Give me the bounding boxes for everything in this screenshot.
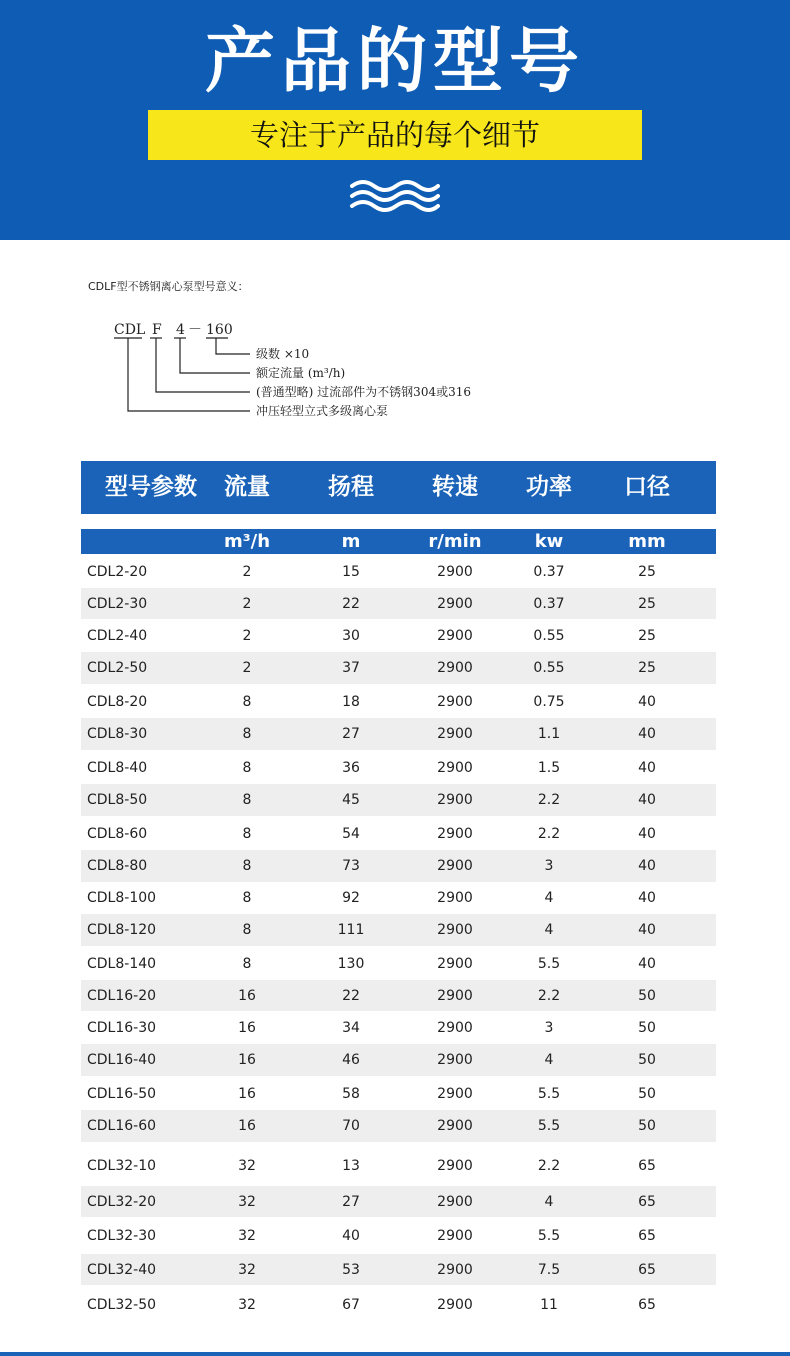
banner-title: 产品的型号 xyxy=(205,20,585,102)
cell-diameter: 40 xyxy=(638,858,656,874)
cell-power: 1.5 xyxy=(537,759,561,776)
cell-speed: 2900 xyxy=(437,1158,473,1174)
cell-model: CDL8-80 xyxy=(87,858,148,874)
cell-speed: 2900 xyxy=(437,987,473,1004)
table-row xyxy=(81,948,716,979)
cell-diameter: 40 xyxy=(638,726,656,742)
explanation-flow: 额定流量 (m³/h) xyxy=(256,366,346,380)
cell-power: 0.55 xyxy=(533,660,565,676)
cell-head: 18 xyxy=(342,693,360,710)
cell-power: 3 xyxy=(544,858,554,874)
cell-speed: 2900 xyxy=(437,693,473,710)
table-header xyxy=(81,461,716,514)
cell-model: CDL16-50 xyxy=(87,1085,157,1102)
cell-diameter: 50 xyxy=(638,1118,656,1134)
explanation-material: (普通型略) 过流部件为不锈钢304或316 xyxy=(256,385,471,399)
unit-diameter: mm xyxy=(628,531,666,552)
cell-power: 7.5 xyxy=(537,1261,561,1278)
cell-head: 22 xyxy=(342,987,360,1004)
cell-flow: 8 xyxy=(242,889,252,906)
cell-speed: 2900 xyxy=(437,660,473,676)
table-row xyxy=(81,784,716,816)
code-part-material: F xyxy=(152,322,162,338)
cell-speed: 2900 xyxy=(437,1085,473,1102)
cell-model: CDL8-100 xyxy=(87,889,157,906)
cell-power: 4 xyxy=(544,889,554,906)
cell-power: 2.2 xyxy=(537,987,561,1004)
table-row xyxy=(81,1110,716,1142)
cell-flow: 16 xyxy=(238,1019,256,1036)
cell-model: CDL2-50 xyxy=(87,660,148,676)
cell-diameter: 65 xyxy=(638,1158,656,1174)
code-part-flow: 4 xyxy=(176,322,185,338)
code-part-series: CDL xyxy=(114,322,146,338)
cell-diameter: 50 xyxy=(638,1085,656,1102)
table-row xyxy=(81,1254,716,1285)
cell-flow: 8 xyxy=(242,792,252,808)
cell-head: 58 xyxy=(342,1085,360,1102)
cell-speed: 2900 xyxy=(437,792,473,808)
top-banner xyxy=(0,0,790,240)
cell-speed: 2900 xyxy=(437,922,473,938)
cell-model: CDL8-140 xyxy=(87,955,157,972)
cell-head: 30 xyxy=(342,628,360,644)
table-row xyxy=(81,686,716,717)
cell-head: 53 xyxy=(342,1261,360,1278)
table-row xyxy=(81,1186,716,1217)
cell-head: 27 xyxy=(342,726,360,742)
cell-diameter: 40 xyxy=(638,922,656,938)
cell-flow: 8 xyxy=(242,858,252,874)
cell-model: CDL2-20 xyxy=(87,563,148,580)
cell-diameter: 25 xyxy=(638,628,656,644)
cell-model: CDL32-10 xyxy=(87,1158,157,1174)
cell-diameter: 25 xyxy=(638,660,656,676)
cell-diameter: 50 xyxy=(638,987,656,1004)
cell-flow: 32 xyxy=(238,1158,256,1174)
cell-power: 2.2 xyxy=(537,792,561,808)
code-part-stages: 160 xyxy=(206,322,233,338)
cell-diameter: 25 xyxy=(638,563,656,580)
cell-power: 2.2 xyxy=(537,825,561,842)
cell-speed: 2900 xyxy=(437,1052,473,1068)
cell-speed: 2900 xyxy=(437,1261,473,1278)
cell-head: 27 xyxy=(342,1193,360,1210)
unit-power: kw xyxy=(534,531,564,552)
cell-head: 13 xyxy=(342,1158,360,1174)
table-row xyxy=(81,718,716,750)
cell-diameter: 40 xyxy=(638,825,656,842)
cell-power: 0.55 xyxy=(533,628,565,644)
code-part-dash: － xyxy=(188,322,202,338)
table-row xyxy=(81,914,716,946)
header-head: 扬程 xyxy=(328,474,374,500)
table-units-row xyxy=(81,529,716,554)
cell-model: CDL32-30 xyxy=(87,1228,157,1244)
cell-model: CDL32-50 xyxy=(87,1297,157,1313)
cell-speed: 2900 xyxy=(437,1019,473,1036)
explanation-stages: 级数 ×10 xyxy=(256,347,310,361)
cell-diameter: 40 xyxy=(638,759,656,776)
table-row xyxy=(81,980,716,1011)
waves-icon xyxy=(348,178,442,214)
cell-head: 54 xyxy=(342,825,360,842)
table-row xyxy=(81,752,716,783)
model-designation-diagram xyxy=(110,318,550,428)
cell-flow: 8 xyxy=(242,825,252,842)
cell-flow: 32 xyxy=(238,1228,256,1244)
cell-speed: 2900 xyxy=(437,1193,473,1210)
cell-head: 15 xyxy=(342,563,360,580)
cell-speed: 2900 xyxy=(437,563,473,580)
cell-head: 73 xyxy=(342,858,360,874)
table-row xyxy=(81,818,716,849)
cell-model: CDL2-40 xyxy=(87,628,148,644)
cell-flow: 8 xyxy=(242,955,252,972)
header-diameter: 口径 xyxy=(624,474,670,500)
cell-flow: 8 xyxy=(242,693,252,710)
cell-diameter: 50 xyxy=(638,1019,656,1036)
cell-speed: 2900 xyxy=(437,858,473,874)
cell-diameter: 65 xyxy=(638,1193,656,1210)
cell-model: CDL8-40 xyxy=(87,759,148,776)
cell-head: 36 xyxy=(342,759,360,776)
cell-head: 46 xyxy=(342,1052,360,1068)
cell-flow: 32 xyxy=(238,1297,256,1313)
cell-power: 0.37 xyxy=(533,595,565,612)
cell-speed: 2900 xyxy=(437,955,473,972)
cell-head: 130 xyxy=(337,955,365,972)
table-row xyxy=(81,652,716,684)
table-row xyxy=(81,1220,716,1252)
cell-power: 5.5 xyxy=(537,1228,561,1244)
cell-diameter: 25 xyxy=(638,595,656,612)
cell-diameter: 65 xyxy=(638,1261,656,1278)
cell-power: 4 xyxy=(544,1193,554,1210)
cell-diameter: 50 xyxy=(638,1052,656,1068)
cell-power: 5.5 xyxy=(537,1118,561,1134)
header-speed: 转速 xyxy=(432,474,478,500)
cell-model: CDL16-20 xyxy=(87,987,157,1004)
cell-diameter: 65 xyxy=(638,1297,656,1313)
cell-diameter: 40 xyxy=(638,889,656,906)
cell-diameter: 65 xyxy=(638,1228,656,1244)
cell-flow: 16 xyxy=(238,1085,256,1102)
cell-speed: 2900 xyxy=(437,889,473,906)
cell-speed: 2900 xyxy=(437,1228,473,1244)
cell-diameter: 40 xyxy=(638,792,656,808)
cell-head: 111 xyxy=(337,922,365,938)
cell-power: 5.5 xyxy=(537,955,561,972)
cell-speed: 2900 xyxy=(437,1297,473,1313)
cell-head: 37 xyxy=(342,660,360,676)
header-flow: 流量 xyxy=(224,474,270,500)
cell-flow: 8 xyxy=(242,922,252,938)
cell-model: CDL16-60 xyxy=(87,1118,157,1134)
header-power: 功率 xyxy=(526,474,572,500)
cell-flow: 2 xyxy=(242,628,252,644)
cell-flow: 8 xyxy=(242,759,252,776)
designation-caption: CDLF型不锈钢离心泵型号意义： xyxy=(88,280,249,293)
cell-power: 4 xyxy=(544,922,554,938)
banner-subtitle: 专注于产品的每个细节 xyxy=(148,110,642,160)
cell-diameter: 40 xyxy=(638,955,656,972)
cell-head: 22 xyxy=(342,595,360,612)
cell-power: 0.37 xyxy=(533,563,565,580)
cell-model: CDL8-120 xyxy=(87,922,157,938)
cell-model: CDL8-60 xyxy=(87,825,148,842)
cell-power: 5.5 xyxy=(537,1085,561,1102)
cell-flow: 2 xyxy=(242,660,252,676)
cell-speed: 2900 xyxy=(437,595,473,612)
cell-diameter: 40 xyxy=(638,693,656,710)
cell-speed: 2900 xyxy=(437,1118,473,1134)
cell-power: 2.2 xyxy=(537,1158,561,1174)
bottom-divider xyxy=(0,1352,790,1356)
table-row xyxy=(81,1150,716,1182)
cell-power: 0.75 xyxy=(533,693,565,710)
cell-head: 40 xyxy=(342,1228,360,1244)
cell-speed: 2900 xyxy=(437,825,473,842)
cell-power: 1.1 xyxy=(537,726,561,742)
cell-model: CDL16-40 xyxy=(87,1052,157,1068)
unit-speed: r/min xyxy=(428,531,482,552)
cell-speed: 2900 xyxy=(437,628,473,644)
table-row xyxy=(81,1078,716,1109)
cell-model: CDL32-40 xyxy=(87,1261,157,1278)
cell-flow: 32 xyxy=(238,1261,256,1278)
table-row xyxy=(81,1044,716,1076)
cell-head: 70 xyxy=(342,1118,360,1134)
cell-model: CDL8-20 xyxy=(87,693,148,710)
cell-head: 92 xyxy=(342,889,360,906)
explanation-pump-type: 冲压轻型立式多级离心泵 xyxy=(256,404,389,418)
cell-power: 3 xyxy=(544,1019,554,1036)
cell-model: CDL8-50 xyxy=(87,792,148,808)
cell-head: 45 xyxy=(342,792,360,808)
cell-flow: 2 xyxy=(242,595,252,612)
table-row xyxy=(81,1012,716,1043)
table-row xyxy=(81,620,716,652)
cell-power: 4 xyxy=(544,1052,554,1068)
cell-flow: 16 xyxy=(238,987,256,1004)
cell-power: 11 xyxy=(540,1297,558,1313)
cell-flow: 2 xyxy=(242,563,252,580)
cell-model: CDL16-30 xyxy=(87,1019,157,1036)
cell-flow: 32 xyxy=(238,1193,256,1210)
unit-head: m xyxy=(341,531,361,552)
cell-speed: 2900 xyxy=(437,759,473,776)
cell-model: CDL8-30 xyxy=(87,726,148,742)
header-model: 型号参数 xyxy=(105,474,197,500)
cell-speed: 2900 xyxy=(437,726,473,742)
cell-flow: 16 xyxy=(238,1052,256,1068)
cell-model: CDL32-20 xyxy=(87,1193,157,1210)
cell-flow: 8 xyxy=(242,726,252,742)
unit-flow: m³/h xyxy=(223,531,271,552)
table-row xyxy=(81,588,716,619)
cell-head: 34 xyxy=(342,1019,360,1036)
table-row xyxy=(81,556,716,587)
cell-flow: 16 xyxy=(238,1118,256,1134)
cell-head: 67 xyxy=(342,1297,360,1313)
cell-model: CDL2-30 xyxy=(87,595,148,612)
table-row xyxy=(81,882,716,913)
table-row xyxy=(81,1288,716,1322)
table-row xyxy=(81,850,716,882)
